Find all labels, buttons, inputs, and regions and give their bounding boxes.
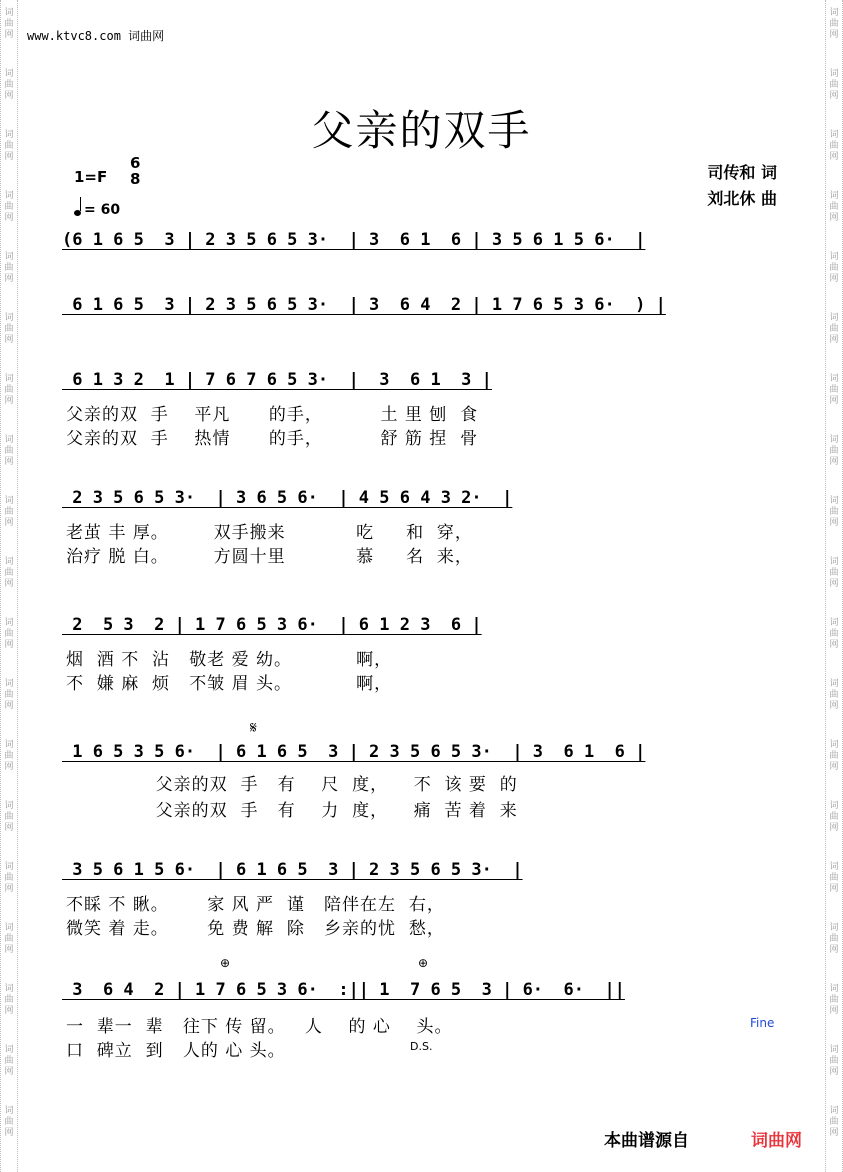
watermark-text: 词曲网 <box>829 1106 839 1138</box>
watermark-text: 词曲网 <box>4 740 14 772</box>
brand-logo-text[interactable]: 词曲网 <box>751 1131 802 1151</box>
score-line-4-notes: 2 3 5 6 5 3· | 3 6 5 6· | 4 5 6 4 3 2· | <box>62 488 513 508</box>
watermark-text: 词曲网 <box>4 435 14 467</box>
watermark-text: 词曲网 <box>829 740 839 772</box>
score-line-3-lyric-2: 父亲的双 手 热情 的手， 舒 筋 捏 骨 <box>66 429 479 449</box>
score-line-8-lyric-1: 一 辈一 辈 往下 传 留。 人 的 心 头。 <box>66 1017 453 1037</box>
watermark-text: 词曲网 <box>4 374 14 406</box>
watermark-text: 词曲网 <box>4 1106 14 1138</box>
lyricist-credit: 司传和 词 <box>707 163 777 182</box>
score-line-6-lyric-2: 父亲的双 手 有 力 度， 痛 苦 着 来 <box>66 801 518 821</box>
watermark-text: 词曲网 <box>829 130 839 162</box>
watermark-text: 词曲网 <box>4 496 14 528</box>
watermark-text: 词曲网 <box>829 496 839 528</box>
meter-bottom: 8 <box>130 170 141 188</box>
watermark-text: 词曲网 <box>4 679 14 711</box>
score-line-8-notes: 3 6 4 2 | 1 7 6 5 3 6· :|| 1 7 6 5 3 | 6· 6· || <box>62 980 625 1000</box>
segno-mark: 𝄋 <box>250 718 257 737</box>
watermark-text: 词曲网 <box>829 801 839 833</box>
watermark-text: 词曲网 <box>829 8 839 40</box>
watermark-text: 词曲网 <box>4 862 14 894</box>
tempo-marking <box>74 202 120 218</box>
watermark-text: 词曲网 <box>829 69 839 101</box>
watermark-text: 词曲网 <box>4 557 14 589</box>
watermark-text: 词曲网 <box>4 69 14 101</box>
watermark-text: 词曲网 <box>829 1045 839 1077</box>
watermark-text: 词曲网 <box>4 984 14 1016</box>
left-watermark-strip <box>0 0 18 1172</box>
score-line-7-notes: 3 5 6 1 5 6· | 6 1 6 5 3 | 2 3 5 6 5 3· | <box>62 860 523 880</box>
score-line-5-notes: 2 5 3 2 | 1 7 6 5 3 6· | 6 1 2 3 6 | <box>62 615 482 635</box>
watermark-text: 词曲网 <box>4 923 14 955</box>
score-line-6-notes: 1 6 5 3 5 6· | 6 1 6 5 3 | 2 3 5 6 5 3· | 3 6 1 6 | <box>62 742 646 762</box>
score-line-4-lyric-2: 治疗 脱 白。 方圆十里 慕 名 来， <box>66 547 473 567</box>
composer-credit: 刘北休 曲 <box>707 189 777 208</box>
site-url[interactable]: www.ktvc8.com 词曲网 <box>27 29 165 43</box>
score-line-7-lyric-2: 微笑 着 走。 免 费 解 除 乡亲的忧 愁， <box>66 919 445 939</box>
score-line-5-lyric-2: 不 嫌 麻 烦 不皱 眉 头。 啊， <box>66 674 393 694</box>
watermark-text: 词曲网 <box>829 252 839 284</box>
song-title: 父亲的双手 <box>311 106 532 155</box>
ds-mark: D.S. <box>410 1040 433 1053</box>
source-label: 本曲谱源自 <box>604 1131 689 1151</box>
fine-mark: Fine <box>750 1016 775 1030</box>
tempo-value: = 60 <box>84 202 121 218</box>
score-line-6-lyric-1: 父亲的双 手 有 尺 度， 不 该 要 的 <box>66 775 518 795</box>
watermark-text: 词曲网 <box>829 984 839 1016</box>
watermark-text: 词曲网 <box>829 435 839 467</box>
meter-top: 6 <box>130 154 141 172</box>
score-line-5-lyric-1: 烟 酒 不 沾 敬老 爱 幼。 啊， <box>66 650 393 670</box>
watermark-text: 词曲网 <box>4 8 14 40</box>
watermark-text: 词曲网 <box>829 679 839 711</box>
watermark-text: 词曲网 <box>829 862 839 894</box>
watermark-text: 词曲网 <box>829 374 839 406</box>
score-line-7-lyric-1: 不睬 不 瞅。 家 风 严 谨 陪伴在左 右， <box>66 895 445 915</box>
score-line-2-notes: 6 1 6 5 3 | 2 3 5 6 5 3· | 3 6 4 2 | 1 7 6 5 3 6· ) | <box>62 295 666 315</box>
score-line-3-notes: 6 1 3 2 1 | 7 6 7 6 5 3· | 3 6 1 3 | <box>62 370 492 390</box>
watermark-text: 词曲网 <box>4 252 14 284</box>
time-signature <box>130 155 140 187</box>
score-line-4-lyric-1: 老茧 丰 厚。 双手搬来 吃 和 穿， <box>66 523 473 543</box>
key-signature: 1=F <box>74 168 108 186</box>
watermark-text: 词曲网 <box>829 313 839 345</box>
coda-mark-2: ⊕ <box>418 956 429 970</box>
watermark-text: 词曲网 <box>4 313 14 345</box>
score-line-8-lyric-2: 口 碑立 到 人的 心 头。 <box>66 1041 286 1061</box>
watermark-text: 词曲网 <box>829 191 839 223</box>
coda-mark-1: ⊕ <box>220 956 231 970</box>
watermark-text: 词曲网 <box>4 801 14 833</box>
quarter-note-icon <box>74 210 81 216</box>
watermark-text: 词曲网 <box>4 618 14 650</box>
watermark-text: 词曲网 <box>4 191 14 223</box>
watermark-text: 词曲网 <box>829 618 839 650</box>
watermark-text: 词曲网 <box>829 923 839 955</box>
right-watermark-strip <box>825 0 843 1172</box>
watermark-text: 词曲网 <box>829 557 839 589</box>
score-line-1-notes: (6 1 6 5 3 | 2 3 5 6 5 3· | 3 6 1 6 | 3 5 6 1 5 6· | <box>62 230 646 250</box>
watermark-text: 词曲网 <box>4 1045 14 1077</box>
watermark-text: 词曲网 <box>4 130 14 162</box>
score-line-3-lyric-1: 父亲的双 手 平凡 的手， 土 里 刨 食 <box>66 405 479 425</box>
